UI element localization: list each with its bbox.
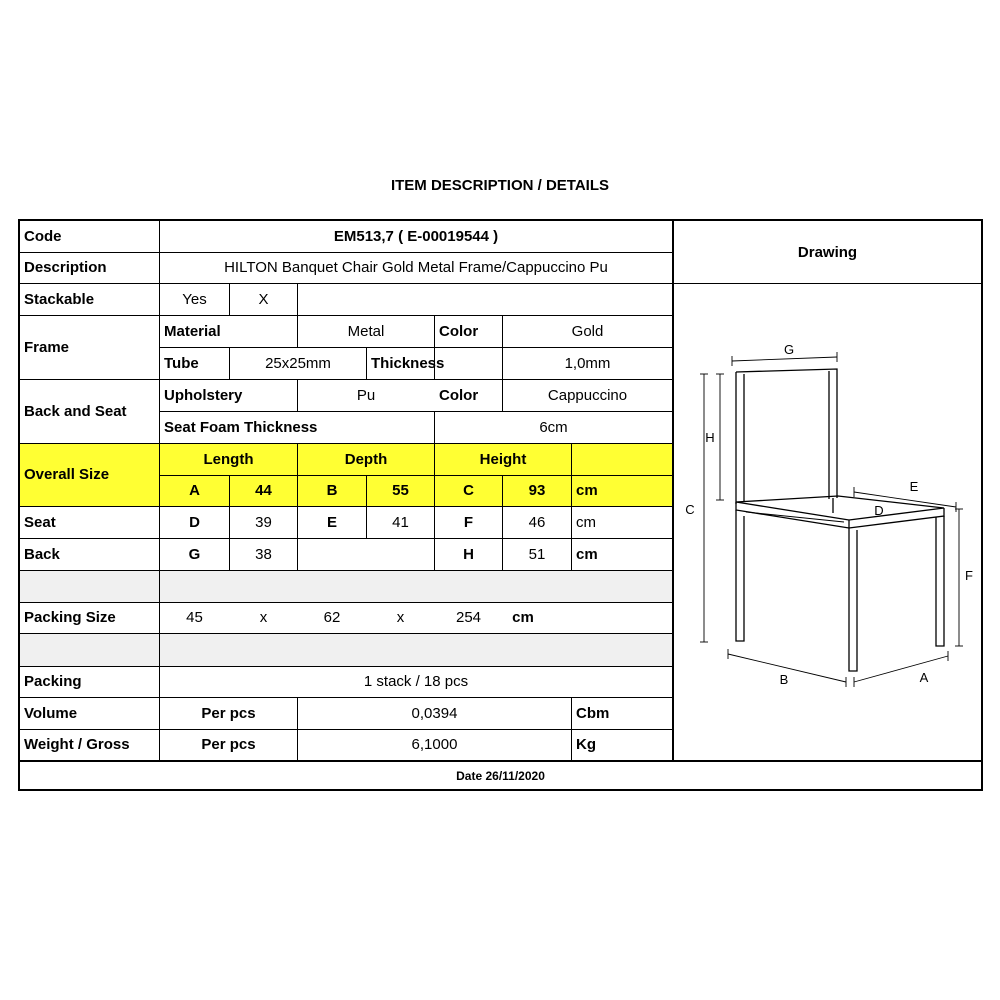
volume-unit: Cbm [576,704,610,722]
material-value: Metal [347,322,385,340]
upholstery-color-value: Cappuccino [547,386,628,404]
foam-label: Seat Foam Thickness [164,418,318,436]
packing-width: 45 [186,609,203,626]
upholstery-color-label: Color [439,386,479,404]
dim-h-letter: H [463,545,474,563]
packing-height: 254 [455,609,482,626]
dim-b-value: 55 [392,482,409,499]
weight-unit: Kg [576,736,596,753]
separator-row [20,571,673,602]
description-label: Description [24,259,107,276]
thickness-value: 1,0mm [564,354,611,372]
dim-g-value: 38 [255,545,272,563]
dim-c-label: C [685,502,695,517]
seat-unit: cm [576,513,596,531]
dim-h-label: H [705,430,715,445]
dim-a-value: 44 [255,482,272,499]
volume-value: 0,0394 [411,704,458,722]
back-label: Back [24,545,60,563]
overall-size-label: Overall Size [24,466,110,483]
upholstery-value: Pu [356,386,376,404]
seat-label: Seat [24,513,56,531]
tube-value: 25x25mm [265,354,331,372]
packing-value: 1 stack / 18 pcs [363,673,469,690]
dim-e-label: E [909,479,919,494]
dim-a-letter: A [189,482,200,499]
volume-label: Volume [24,704,78,722]
weight-label: Weight / Gross [24,736,130,753]
chair-drawing [674,284,980,760]
packing-x2: x [396,609,405,626]
dim-h-value: 51 [528,545,546,563]
stackable-mark: X [258,290,269,308]
frame-label: Frame [24,338,70,356]
depth-header: Depth [344,450,388,468]
dim-c-value: 93 [528,482,546,499]
dim-a-label: A [919,670,929,685]
page-title: ITEM DESCRIPTION / DETAILS [390,177,610,194]
material-label: Material [164,322,221,340]
foam-value: 6cm [539,418,568,436]
dim-d-value: 39 [255,513,272,531]
frame-color-value: Gold [571,322,604,340]
dim-d-letter: D [189,513,200,531]
code-label: Code [24,228,62,245]
dim-f-label: F [965,568,973,583]
upholstery-label: Upholstery [164,386,243,404]
dim-c-letter: C [463,482,474,499]
date-footer: Date 26/11/2020 [456,768,545,783]
packing-size-label: Packing Size [24,609,116,626]
weight-per: Per pcs [201,736,256,753]
dim-g-letter: G [188,545,201,563]
dim-f-letter: F [463,513,474,531]
separator-row [20,634,673,666]
thickness-label: Thickness [371,354,445,372]
weight-value: 6,1000 [411,736,458,753]
length-header: Length [203,450,254,468]
stackable-label: Stackable [24,290,95,308]
tube-label: Tube [164,354,199,372]
dim-e-value: 41 [392,513,409,531]
overall-unit: cm [576,482,598,499]
code-value: EM513,7 ( E-00019544 ) [333,228,499,245]
packing-label: Packing [24,673,82,690]
dim-e-letter: E [326,513,337,531]
packing-depth: 62 [323,609,341,626]
packing-unit: cm [512,609,534,626]
spec-sheet [18,219,983,791]
dim-g-label: G [783,342,795,357]
dim-f-value: 46 [528,513,546,531]
volume-per: Per pcs [201,704,256,722]
dim-b-letter: B [326,482,338,499]
dim-d-label: D [874,503,884,518]
packing-x1: x [259,609,268,626]
description-value: HILTON Banquet Chair Gold Metal Frame/Cappuccino Pu [224,259,608,276]
back-seat-label: Back and Seat [24,402,127,420]
height-header: Height [479,450,527,468]
dim-b-label: B [779,672,789,687]
drawing-label: Drawing [797,243,858,261]
frame-color-label: Color [439,322,479,340]
back-unit: cm [576,545,598,563]
stackable-yes: Yes [182,290,207,308]
